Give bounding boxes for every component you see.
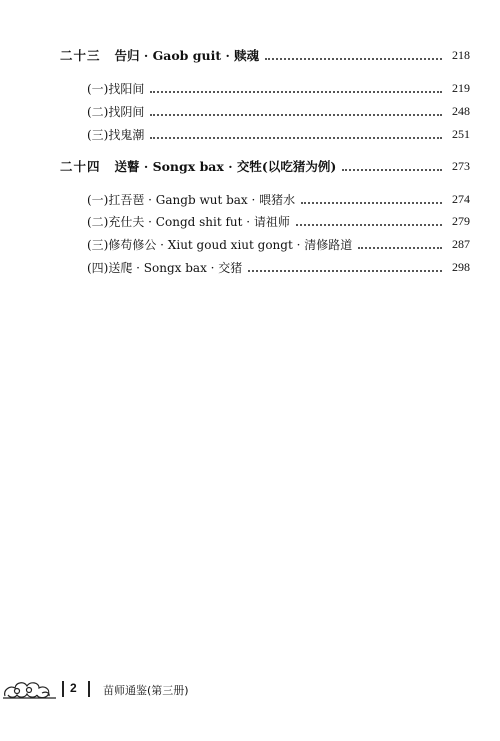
entry-title: (二)找阴间 xyxy=(87,104,145,119)
dot-leader xyxy=(301,201,442,204)
dot-leader xyxy=(265,57,442,60)
dot-leader xyxy=(150,113,442,116)
page-number: 273 xyxy=(452,158,470,173)
page-number: 218 xyxy=(452,47,470,62)
page-number: 298 xyxy=(452,259,470,274)
page-footer xyxy=(0,676,500,706)
dot-leader xyxy=(296,223,442,226)
entry-title: (一)找阳间 xyxy=(87,81,145,96)
dot-leader xyxy=(342,168,442,171)
chapter-title: 告归 · Gaob guit · 赎魂 xyxy=(114,48,260,63)
cloud-ornament-icon xyxy=(2,676,58,702)
dot-leader xyxy=(248,269,442,272)
toc-entry[interactable] xyxy=(87,234,470,254)
toc-entry[interactable] xyxy=(87,211,470,231)
table-of-contents xyxy=(0,0,500,300)
chapter-number: 二十四 xyxy=(60,159,101,174)
footer-book-title: 苗师通鉴(第三册) xyxy=(103,684,189,697)
entry-title: (三)找鬼潮 xyxy=(87,127,145,142)
page-number: 287 xyxy=(452,236,470,251)
toc-chapter-23[interactable] xyxy=(60,45,470,65)
toc-entry[interactable] xyxy=(87,189,470,209)
page-number: 251 xyxy=(452,126,470,141)
toc-entry[interactable] xyxy=(87,78,470,98)
footer-page-number: 2 xyxy=(70,681,77,695)
toc-entry[interactable] xyxy=(87,124,470,144)
toc-entry[interactable] xyxy=(87,257,470,277)
footer-divider xyxy=(62,681,64,697)
chapter-title: 送瞽 · Songx bax · 交牲(以吃猪为例) xyxy=(114,159,337,174)
toc-chapter-24[interactable] xyxy=(60,156,470,176)
entry-title: (三)修苟修公 · Xiut goud xiut gongt · 清修路道 xyxy=(87,237,353,252)
entry-title: (二)充仕夫 · Congd shit fut · 请祖师 xyxy=(87,214,290,229)
page-number: 248 xyxy=(452,103,470,118)
entry-title: (四)送爬 · Songx bax · 交猪 xyxy=(87,260,243,275)
page-number: 274 xyxy=(452,191,470,206)
entry-title: (一)扛吾琶 · Gangb wut bax · 喂猪水 xyxy=(87,192,296,207)
footer-divider xyxy=(88,681,90,697)
page-number: 219 xyxy=(452,80,470,95)
chapter-number: 二十三 xyxy=(60,48,101,63)
dot-leader xyxy=(150,136,442,139)
page-number: 279 xyxy=(452,213,470,228)
dot-leader xyxy=(150,90,442,93)
toc-entry[interactable] xyxy=(87,101,470,121)
dot-leader xyxy=(358,246,442,249)
